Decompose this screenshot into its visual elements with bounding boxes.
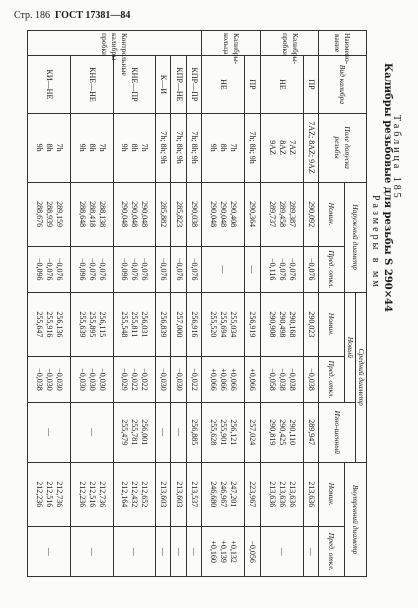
outer-deviation-value: −0,076 (287, 258, 297, 281)
inner-deviation (113, 526, 156, 577)
middle-worn-value: 257,024 (248, 419, 258, 446)
inner-deviation (244, 526, 261, 577)
inner-nominal-value: 223,967 (248, 481, 258, 508)
middle-worn-value: 255,781 (130, 419, 140, 446)
middle-worn-value: 290,110 (287, 419, 297, 446)
middle-nominal (201, 292, 244, 356)
tolerance-value: 7h; 8h; 9h (248, 131, 258, 164)
inner-nominal-value: 213,537 (189, 481, 199, 508)
middle-nominal-value: 290,168 (287, 311, 297, 338)
middle-deviation (261, 357, 304, 403)
inner-nominal-value: 247,201 (228, 481, 238, 508)
table-row (28, 31, 71, 601)
outer-nominal (303, 182, 318, 246)
middle-deviation-value: −0,030 (44, 368, 54, 391)
outer-deviation (171, 246, 186, 292)
middle-nominal-value: 256,916 (189, 311, 199, 338)
middle-deviation-value: −0,022 (130, 368, 140, 391)
middle-nominal-value: 255,520 (208, 311, 218, 338)
outer-nominal-value: 289,159 (54, 201, 64, 228)
outer-deviation-value: −0,076 (306, 258, 316, 281)
inner-deviation-value: — (174, 547, 184, 556)
inner-nominal (156, 462, 171, 526)
outer-deviation-value: −0,076 (159, 258, 169, 281)
middle-deviation-value: −0,029 (120, 368, 130, 391)
inner-deviation (171, 526, 186, 577)
middle-worn (303, 402, 318, 462)
inner-nominal (171, 462, 186, 526)
inner-nominal-value: 212,164 (120, 481, 130, 508)
outer-nominal (201, 182, 244, 246)
outer-deviation-header: Пред. откл. (319, 246, 345, 292)
middle-worn (244, 402, 261, 462)
outer-deviation (70, 246, 113, 292)
inner-diameter-header: Внутренний диаметр (345, 462, 367, 577)
tolerance (156, 113, 171, 182)
middle-nominal (70, 292, 113, 356)
outer-deviation-value: — (218, 265, 228, 274)
outer-nominal-value: 290,048 (130, 201, 140, 228)
middle-deviation (201, 357, 244, 403)
gauge-type: НЕ (201, 56, 244, 113)
middle-worn-value: 256,885 (189, 419, 199, 446)
middle-deviation-value: −0,030 (174, 368, 184, 391)
tolerance-value: 8h (218, 143, 228, 152)
outer-nominal (156, 182, 171, 246)
standard-number: ГОСТ 17381—84 (55, 10, 131, 21)
middle-deviation-value: −0,038 (287, 368, 297, 391)
outer-nominal (186, 182, 201, 246)
inner-nominal (186, 462, 201, 526)
middle-deviation-value: −0,058 (267, 368, 277, 391)
group-label-control: Контрольные калибры-пробки (28, 31, 202, 56)
middle-worn-value: 255,628 (208, 419, 218, 446)
outer-nominal (244, 182, 261, 246)
middle-deviation-value: −0,022 (140, 368, 150, 391)
middle-deviation-value: −0,030 (159, 368, 169, 391)
middle-worn-value: 255,479 (120, 419, 130, 446)
middle-nominal-value: 256,136 (54, 311, 64, 338)
tolerance (186, 113, 201, 182)
outer-deviation-value: −0,076 (189, 258, 199, 281)
outer-nominal-value: 288,418 (87, 201, 97, 228)
middle-deviation (186, 357, 201, 403)
tolerance (171, 113, 186, 182)
middle-deviation-value: −0,030 (87, 368, 97, 391)
middle-deviation (70, 357, 113, 403)
inner-deviation-value: — (44, 547, 54, 556)
outer-deviation-value: −0,076 (174, 258, 184, 281)
inner-deviation-value: — (130, 547, 140, 556)
inner-nominal (261, 462, 304, 526)
middle-deviation (244, 357, 261, 403)
gauge-type: ПР (244, 56, 261, 113)
outer-nominal-value: 290,048 (218, 201, 228, 228)
outer-nominal-value: 289,737 (267, 201, 277, 228)
outer-deviation-value: −0,096 (77, 258, 87, 281)
tolerance-value: 8AZ (277, 140, 287, 155)
group-header: Наимено-вание (319, 31, 367, 56)
middle-worn-value: 256,121 (228, 419, 238, 446)
middle-deviation-value: −0,022 (189, 368, 199, 391)
inner-deviation-value: −0,056 (248, 540, 258, 563)
gauge-type: КИ—НЕ (28, 56, 71, 113)
table-row (171, 31, 186, 601)
outer-nominal (171, 182, 186, 246)
outer-deviation-value: — (248, 265, 258, 274)
middle-nominal (171, 292, 186, 356)
inner-nominal-value: 213,636 (277, 481, 287, 508)
middle-nominal (113, 292, 156, 356)
middle-worn-value: — (87, 428, 97, 437)
middle-nominal-header: Номин. (319, 292, 345, 356)
outer-deviation-value: −0,076 (87, 258, 97, 281)
tolerance-value: 9AZ (267, 140, 277, 155)
middle-nominal-value: 256,031 (140, 311, 150, 338)
inner-nominal-value: 246,967 (218, 481, 228, 508)
inner-deviation (201, 526, 244, 577)
new-header: Новый (345, 292, 356, 402)
middle-worn (70, 402, 113, 462)
tolerance (70, 113, 113, 182)
outer-nominal-value: 290,408 (228, 201, 238, 228)
middle-nominal-value: 255,639 (77, 311, 87, 338)
inner-nominal-value: 212,236 (77, 481, 87, 508)
outer-deviation-value: −0,076 (54, 258, 64, 281)
outer-deviation (113, 246, 156, 292)
inner-nominal-value: 213,636 (267, 481, 277, 508)
group-label-plugs: Калибры-пробки (261, 31, 319, 56)
table-row (201, 31, 244, 601)
middle-worn-value: 290,819 (267, 419, 277, 446)
middle-nominal (186, 292, 201, 356)
outer-nominal-value: 290,048 (208, 201, 218, 228)
tolerance-value: 7AZ; 8AZ; 9AZ (306, 121, 316, 174)
middle-nominal-value: 255,916 (44, 311, 54, 338)
middle-worn (201, 402, 244, 462)
outer-nominal-value: 290,048 (140, 201, 150, 228)
tolerance-value: 7h; 8h; 9h (159, 131, 169, 164)
middle-nominal-value: 257,000 (174, 311, 184, 338)
middle-nominal-value: 255,694 (218, 311, 228, 338)
outer-nominal-value: 290,364 (248, 201, 258, 228)
middle-deviation-value: −0,038 (277, 368, 287, 391)
middle-deviation-header: Пред. откл. (319, 357, 345, 403)
middle-nominal (28, 292, 71, 356)
gauge-type: НЕ (261, 56, 304, 113)
middle-nominal-value: 255,895 (87, 311, 97, 338)
inner-nominal (201, 462, 244, 526)
outer-nominal-value: 285,823 (174, 201, 184, 228)
inner-deviation (28, 526, 71, 577)
inner-deviation-value: — (306, 547, 316, 556)
outer-nominal-value: 288,648 (77, 201, 87, 228)
tolerance-value: 8h (130, 143, 140, 152)
table-row (303, 31, 318, 601)
inner-deviation (261, 526, 304, 577)
inner-nominal-value: 246,680 (208, 481, 218, 508)
tolerance (303, 113, 318, 182)
middle-worn (28, 402, 71, 462)
table-row (156, 31, 171, 601)
inner-nominal-value: 212,736 (54, 481, 64, 508)
outer-deviation-value: −0,096 (120, 258, 130, 281)
outer-nominal-value: 288,138 (97, 201, 107, 228)
middle-deviation-value: −0,030 (97, 368, 107, 391)
tolerance-value: 7h (97, 143, 107, 152)
inner-nominal (303, 462, 318, 526)
table-row (244, 31, 261, 601)
inner-nominal (70, 462, 113, 526)
tolerance (261, 113, 304, 182)
middle-deviation-value: +0,066 (218, 368, 228, 391)
middle-nominal-value: 290,908 (267, 311, 277, 338)
inner-deviation-value: — (87, 547, 97, 556)
middle-nominal-value: 255,811 (130, 311, 140, 338)
tolerance (28, 113, 71, 182)
gauge-type: К—И (156, 56, 171, 113)
inner-deviation-value: +0,160 (208, 540, 218, 563)
tolerance-value: 7h; 8h; 9h (189, 131, 199, 164)
outer-deviation (244, 246, 261, 292)
outer-nominal (261, 182, 304, 246)
outer-deviation (156, 246, 171, 292)
inner-nominal-value: 212,736 (97, 481, 107, 508)
inner-deviation-value: — (189, 547, 199, 556)
outer-deviation (186, 246, 201, 292)
worn-header: Изно-шенный (319, 402, 356, 462)
middle-nominal (261, 292, 304, 356)
outer-deviation-value: −0,116 (267, 258, 277, 281)
middle-nominal-value: 255,548 (120, 311, 130, 338)
gauge-type: КПР—НЕ (171, 56, 186, 113)
middle-nominal-value: 256,919 (248, 311, 258, 338)
inner-deviation-value: +0,139 (218, 540, 228, 563)
middle-nominal-value: 290,498 (277, 311, 287, 338)
outer-deviation-value: −0,096 (34, 258, 44, 281)
inner-nominal-value: 212,236 (34, 481, 44, 508)
inner-nominal (113, 462, 156, 526)
middle-worn (156, 402, 171, 462)
table-body (28, 31, 319, 601)
outer-nominal (28, 182, 71, 246)
tolerance-header: Поле допуска резьбы (319, 113, 367, 182)
middle-deviation-value: −0,030 (77, 368, 87, 391)
outer-nominal-value: 290,038 (189, 201, 199, 228)
page-header (14, 10, 130, 21)
inner-nominal (244, 462, 261, 526)
middle-nominal-value: 255,034 (228, 311, 238, 338)
inner-nominal-value: 212,516 (44, 481, 54, 508)
inner-deviation (303, 526, 318, 577)
gauge-type: КНЕ—НЕ (70, 56, 113, 113)
tolerance-value: 7h (228, 143, 238, 152)
middle-deviation-value: −0,038 (306, 368, 316, 391)
inner-nominal-value: 212,652 (140, 481, 150, 508)
tolerance (113, 113, 156, 182)
gauge-table (27, 30, 367, 600)
middle-deviation (113, 357, 156, 403)
middle-nominal-value: 290,023 (306, 311, 316, 338)
middle-deviation (303, 357, 318, 403)
table-title: Калибры резьбовые для резьбы S 290×44 (382, 63, 393, 313)
middle-worn-value: — (174, 428, 184, 437)
tolerance-value: 8h (87, 143, 97, 152)
middle-deviation (28, 357, 71, 403)
outer-nominal (113, 182, 156, 246)
outer-deviation-value: −0,076 (44, 258, 54, 281)
outer-nominal-value: 288,939 (44, 201, 54, 228)
inner-nominal-value: 212,516 (87, 481, 97, 508)
middle-deviation-value: −0,038 (34, 368, 44, 391)
tolerance (244, 113, 261, 182)
middle-deviation (171, 357, 186, 403)
inner-nominal-value: 212,432 (130, 481, 140, 508)
outer-deviation-value: −0,076 (277, 258, 287, 281)
tolerance-value: 9h (34, 143, 44, 152)
inner-nominal-value: 213,636 (287, 481, 297, 508)
gauge-type: КПР—ПР (186, 56, 201, 113)
table-row (70, 31, 113, 601)
middle-worn-value: 289,947 (306, 419, 316, 446)
middle-worn-value: 255,901 (218, 419, 228, 446)
outer-nominal-value: 289,387 (287, 201, 297, 228)
middle-nominal-value: 256,839 (159, 311, 169, 338)
middle-worn (171, 402, 186, 462)
middle-nominal-value: 255,647 (34, 311, 44, 338)
inner-deviation (156, 526, 171, 577)
middle-deviation-value: +0,066 (248, 368, 258, 391)
gauge-type: КНЕ—ПР (113, 56, 156, 113)
middle-worn (186, 402, 201, 462)
outer-diameter-header: Наружный диаметр (345, 182, 367, 292)
outer-deviation-value: −0,076 (130, 258, 140, 281)
tolerance-value: 7AZ (287, 140, 297, 155)
tolerance-value: 8h (44, 143, 54, 152)
units-note: Размеры в мм (370, 195, 381, 290)
inner-deviation (70, 526, 113, 577)
inner-deviation-header: Пред. откл. (319, 526, 345, 577)
outer-deviation (28, 246, 71, 292)
table-row (113, 31, 156, 601)
table-row (186, 31, 201, 601)
outer-nominal-value: 290,048 (120, 201, 130, 228)
middle-nominal (303, 292, 318, 356)
inner-nominal-header: Номин. (319, 462, 345, 526)
inner-deviation-value: — (159, 547, 169, 556)
middle-worn (113, 402, 156, 462)
middle-worn (261, 402, 304, 462)
group-label-rings: Калибры-кольца (201, 31, 260, 56)
tolerance-value: 7h (140, 143, 150, 152)
outer-deviation (261, 246, 304, 292)
table-row (261, 31, 304, 601)
gauge-type: ПР (303, 56, 318, 113)
inner-nominal-value: 213,603 (159, 481, 169, 508)
inner-deviation (186, 526, 201, 577)
tolerance-value: 9h (77, 143, 87, 152)
middle-worn-value: — (159, 428, 169, 437)
middle-deviation (156, 357, 171, 403)
middle-deviation-value: +0,066 (228, 368, 238, 391)
tolerance-value: 7h; 8h; 9h (174, 131, 184, 164)
middle-worn-value: 256,001 (140, 419, 150, 446)
inner-nominal-value: 213,636 (306, 481, 316, 508)
outer-nominal-value: 288,676 (34, 201, 44, 228)
inner-deviation-value: — (277, 547, 287, 556)
inner-nominal (28, 462, 71, 526)
inner-nominal-value: 213,603 (174, 481, 184, 508)
tolerance (201, 113, 244, 182)
middle-deviation-value: +0,066 (208, 368, 218, 391)
outer-deviation (201, 246, 244, 292)
inner-deviation-value: +0,132 (228, 540, 238, 563)
outer-deviation-value: −0,076 (97, 258, 107, 281)
outer-deviation-value: −0,076 (140, 258, 150, 281)
outer-nominal (70, 182, 113, 246)
tolerance-value: 9h (120, 143, 130, 152)
outer-nominal-value: 285,882 (159, 201, 169, 228)
table-caption: Таблица 185 (391, 115, 402, 201)
type-header: Вид калибра (319, 56, 367, 113)
middle-nominal (244, 292, 261, 356)
tolerance-value: 9h (208, 143, 218, 152)
middle-deviation-value: −0,030 (54, 368, 64, 391)
middle-nominal-value: 256,115 (97, 311, 107, 338)
middle-nominal (156, 292, 171, 356)
middle-worn-value: — (44, 428, 54, 437)
outer-nominal-header: Номин. (319, 182, 345, 246)
outer-deviation (303, 246, 318, 292)
outer-nominal-value: 290,092 (306, 201, 316, 228)
middle-diameter-header: Средний диаметр (356, 292, 367, 462)
tolerance-value: 7h (54, 143, 64, 152)
outer-nominal-value: 289,458 (277, 201, 287, 228)
page-number: Стр. 186 (14, 10, 51, 21)
middle-worn-value: 290,425 (277, 419, 287, 446)
